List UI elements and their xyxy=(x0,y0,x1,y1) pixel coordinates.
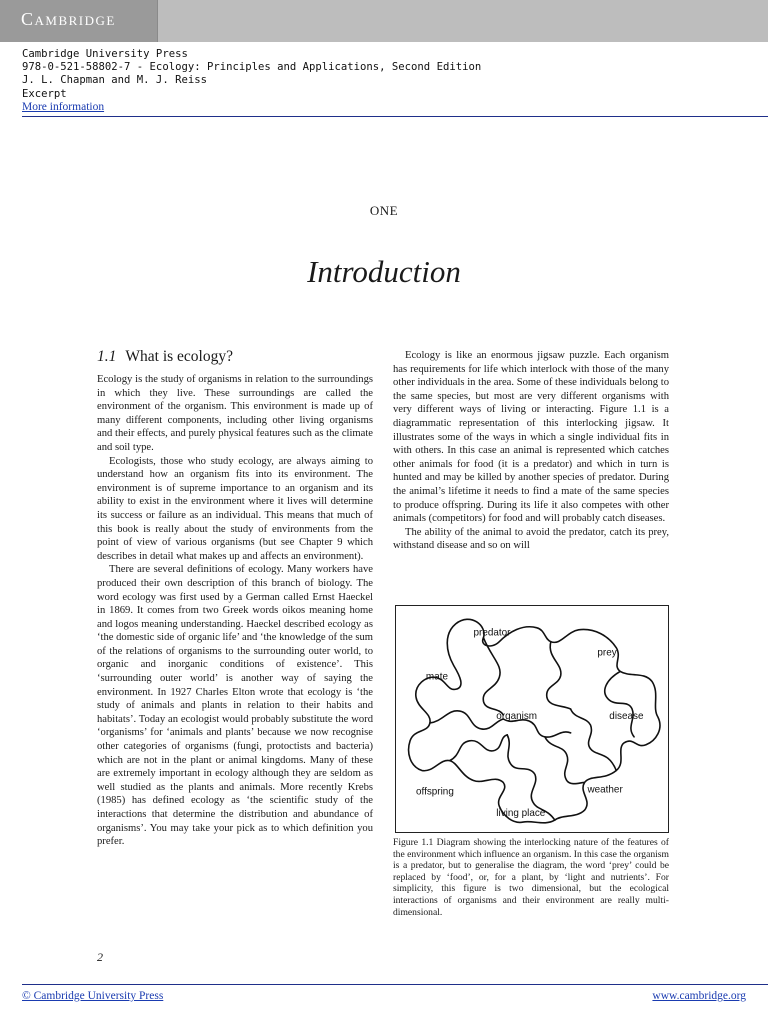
paragraph: There are several definitions of ecology. Many workers have produced their own description of this branch of biology. The word ecology was first used by a German called Ernst Haeckel in 1869. It comes from two Greek words oikos meaning home and logos meaning understanding. Haeckel described ecology as ‘the domestic side of organic life’ and ‘the knowledge of the sum of the relations of organisms to the surrounding outer world, to organic and inorganic conditions of existence’. This ‘surrounding outer world’ is another way of saying the environment. In 1927 Charles Elton wrote that ecology is ‘the study of animals and plants in relation to their habits and habitats’. Today an ecologist would probably substitute the word ‘organisms’ for ‘animals and plants’ because we now recognise other categories of organisms (fungi, protoctists and bacteria) which are not in the plant or animal kingdoms. Many of these are extremely important in ecology although they are seldom as well studied as the plants and animals. More recently Krebs (1985) has defined ecology as ‘the scientific study of the interactions that determine the distribution and abundance of organisms’. You may take your pick as to which definition you prefer. xyxy=(97,564,373,848)
website-link[interactable]: www.cambridge.org xyxy=(652,990,746,1002)
jigsaw-seam xyxy=(450,735,507,761)
book-metadata xyxy=(22,48,481,114)
paragraph: Ecologists, those who study ecology, are always aiming to understand how an organism fits into its environment. The environment is of supreme importance to an organism and its ability to exist in the environment where it lives will determine its success or failure as an individual. This means that much of this book is really about the study of environments from the point of view of various organisms (but see Chapter 9 which describes in detail what makes up and affects an environment). xyxy=(97,455,373,562)
publisher-line: Cambridge University Press xyxy=(22,48,188,60)
figure-caption xyxy=(393,837,669,918)
excerpt-label: Excerpt xyxy=(22,87,67,100)
isbn-title-line: 978-0-521-58802-7 - Ecology: Principles and Applications, Second Edition xyxy=(22,61,482,74)
label-prey: prey xyxy=(597,647,617,659)
label-mate: mate xyxy=(425,671,448,683)
chapter-number: ONE xyxy=(369,203,399,218)
chapter-title: Introduction xyxy=(307,254,461,289)
more-information-link[interactable]: More information xyxy=(22,100,105,113)
section-heading xyxy=(97,348,233,366)
logo-text: Cambridge xyxy=(21,9,116,29)
label-disease: disease xyxy=(609,711,644,722)
footer-divider xyxy=(22,984,768,985)
label-weather: weather xyxy=(587,784,623,796)
label-organism: organism xyxy=(496,711,538,722)
label-predator: predator xyxy=(473,627,511,639)
authors-line: J. L. Chapman and M. J. Reiss xyxy=(22,74,207,87)
page-number: 2 xyxy=(97,950,103,964)
caption-label: Figure 1.1 xyxy=(393,837,434,848)
top-banner xyxy=(0,0,768,42)
paragraph: Ecology is like an enormous jigsaw puzzle. Each organism has requirements for life which interlock with those of the many other individuals in the area. Some of these individuals belong to the same species, but most are very different organisms with very different ways of living or interacting. Figure 1.1 is a diagrammatic representation of this interlocking jigsaw. It illustrates some of the ways in which a single individual fits in with others. In this case an animal is represented which catches other animals for food (it is a predator) and which in turn is hunted and may be killed by another species of predator. During the animal’s lifetime it needs to find a mate of the same species to produce offspring. During its life it also competes with other animals (competitors) for food and will probably catch diseases. xyxy=(393,350,669,525)
right-column xyxy=(393,349,669,553)
jigsaw-seam xyxy=(545,737,585,784)
paragraph: The ability of the animal to avoid the predator, catch its prey, withstand disease and so on will xyxy=(393,526,669,552)
label-offspring: offspring xyxy=(416,786,454,798)
jigsaw-figure xyxy=(395,605,669,833)
jigsaw-seam xyxy=(547,642,571,709)
jigsaw-seam xyxy=(605,671,634,736)
caption-text: Diagram showing the interlocking nature of the features of the environment which influence an organism. In this case the organism is a predator, but to generalise the diagram, the word ‘prey’ could be replaced by ‘food’, or, for a plant, by ‘light and nutrients’. For simplicity, this figure is two dimensional, but the ecological interactions of organisms and their environment are really multi-dimensional. xyxy=(393,837,669,918)
copyright-link[interactable]: © Cambridge University Press xyxy=(22,990,164,1002)
publisher-logo[interactable] xyxy=(0,0,158,42)
section-title: What is ecology? xyxy=(125,348,233,365)
label-living-place: living place xyxy=(496,808,546,820)
paragraph: Ecology is the study of organisms in relation to the surroundings in which they live. These surroundings are called the environment of the organism. This environment is made up of many different components, including other living organisms and their effects, and purely physical features such as the climate and soil type. xyxy=(97,374,373,453)
section-number: 1.1 xyxy=(97,348,117,365)
jigsaw-seam xyxy=(430,711,503,729)
header-divider xyxy=(22,116,768,117)
jigsaw-seam xyxy=(483,638,503,715)
jigsaw-diagram xyxy=(396,606,668,832)
left-column xyxy=(97,373,373,849)
